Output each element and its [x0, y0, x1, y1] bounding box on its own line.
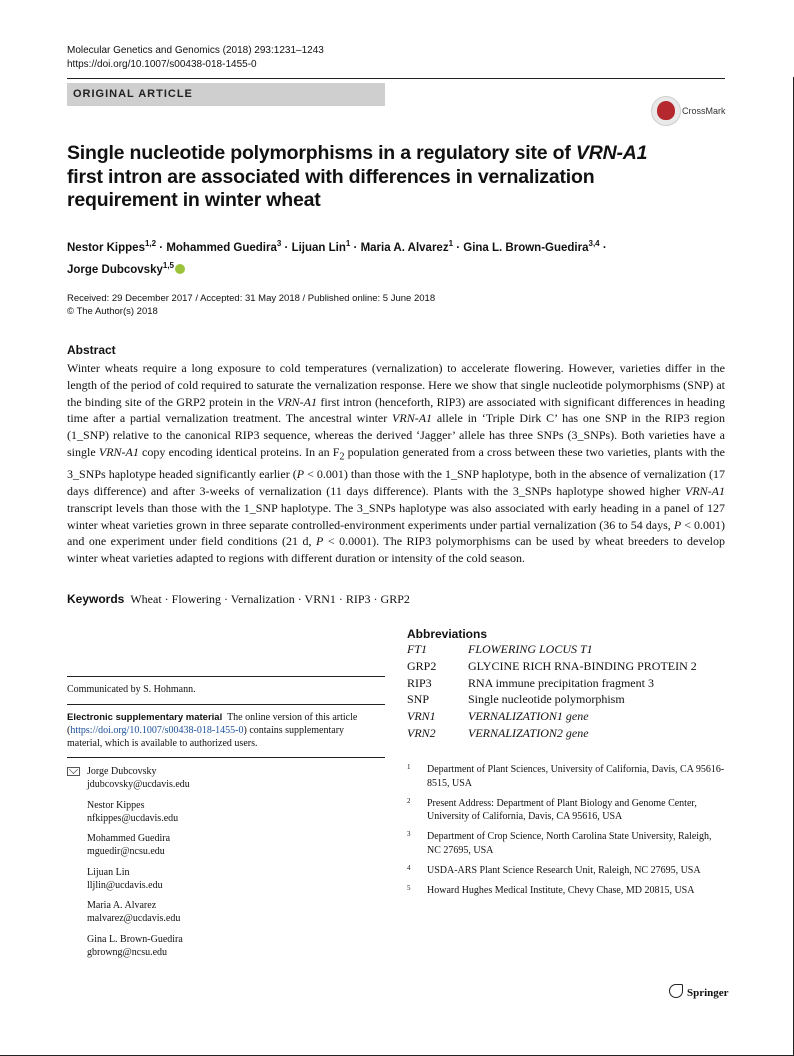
affil-text: Present Address: Department of Plant Biology and Genome Center, University of California, Davis, CA 95616, USA	[427, 797, 697, 822]
springer-horse-icon	[669, 984, 683, 998]
affil-text: USDA-ARS Plant Science Research Unit, Raleigh, NC 27695, USA	[427, 864, 701, 876]
publisher-name: Springer	[687, 987, 729, 999]
contact-name: Jorge Dubcovsky	[87, 766, 157, 777]
contact-email[interactable]: malvarez@ucdavis.edu	[87, 913, 181, 924]
abstract-seg: < 0.001) and one experiment under field conditions (21 d,	[67, 517, 726, 549]
publication-dates	[67, 292, 435, 318]
crossmark-icon	[651, 96, 681, 126]
p-value-symbol: P	[315, 534, 324, 549]
abbr-term: FT1	[407, 642, 428, 656]
abbreviation-row	[407, 659, 697, 676]
abbreviation-row	[407, 676, 697, 693]
p-value-symbol: P	[673, 517, 682, 532]
abstract-seg: first intron (henceforth, RIP3) are associated with significant differences in heading time after a partial vernalization treatment. The ancestral winter	[67, 394, 725, 426]
author[interactable]: Nestor Kippes	[67, 241, 145, 254]
abstract-seg: < 0.001) than those with the 1_SNP haplotype, both in the absence of vernalization (17 days difference) and after 3-weeks of vernalization (11 days difference). Plants with the 3_SNPs haplotype showed higher	[67, 467, 725, 498]
abbr-def: Single nucleotide polymorphism	[468, 692, 625, 707]
gene-name: VRN-A1	[277, 394, 317, 409]
contact-email[interactable]: lljlin@ucdavis.edu	[87, 879, 163, 891]
affiliation	[407, 884, 727, 898]
subscript: 2	[339, 451, 345, 463]
article-type-banner	[67, 83, 385, 106]
author-aff: 1	[345, 239, 351, 248]
affil-text: Howard Hughes Medical Institute, Chevy Chase, MD 20815, USA	[427, 884, 695, 896]
contact-name: Nestor Kippes	[87, 799, 145, 811]
footnote-rule	[67, 704, 385, 705]
keywords	[67, 592, 410, 607]
affiliation-list	[407, 763, 727, 904]
affil-num: 4	[407, 863, 411, 872]
title-gene: VRN-A1	[575, 142, 648, 164]
affil-num: 3	[407, 830, 411, 838]
affiliation	[407, 830, 727, 857]
abstract-heading: Abstract	[67, 343, 116, 357]
contact-item	[67, 765, 190, 791]
contact-email[interactable]: gbrowng@ncsu.edu	[87, 946, 168, 958]
abstract-seg: allele in ‘Triple Dirk C’ has one SNP in the RIP3 region (1_SNP) relative to the canonical RIP3 sequence, whereas the derived ‘Jagger’ allele has three SNPs (3_SNPs). Both varieties have a single	[67, 411, 726, 459]
abbreviation-row	[407, 726, 697, 743]
abbreviation-row	[407, 692, 697, 709]
publisher-logo	[669, 984, 729, 999]
esm-label: Electronic supplementary material	[67, 712, 223, 723]
contact-email[interactable]: nfkippes@ucdavis.edu	[87, 812, 179, 824]
esm-text: The online version of this article (	[67, 712, 358, 736]
article-title	[67, 142, 687, 213]
crossmark-badge[interactable]	[651, 96, 731, 126]
p-value-symbol: P	[296, 467, 305, 482]
affil-text: Department of Crop Science, North Carolina State University, Raleigh, NC 27695, USA	[427, 831, 712, 856]
contact-email[interactable]: mguedir@ncsu.edu	[87, 846, 165, 857]
contact-name: Gina L. Brown-Guedira	[87, 933, 183, 945]
abbr-def: VERNALIZATION1 gene	[468, 709, 589, 724]
article-type: ORIGINAL ARTICLE	[73, 88, 193, 100]
abstract-seg: Winter wheats require a long exposure to cold temperatures (vernalization) to accelerate flowering. However, varieties differ in the length of the period of cold required to saturate the vernalization response. Here we show that single nucleotide polymorphisms (SNP) at the binding site of the GRP2 protein in the	[67, 361, 725, 409]
author-aff: 1,5	[162, 260, 174, 270]
contact-item	[67, 832, 190, 858]
dates-line: Received: 29 December 2017 / Accepted: 31 May 2018 / Published online: 5 June 2018	[67, 293, 436, 304]
contact-item	[67, 866, 190, 892]
abbr-term: VRN2	[407, 725, 436, 740]
abbr-def: VERNALIZATION2 gene	[468, 725, 589, 740]
crossmark-label: CrossMark	[682, 106, 726, 116]
envelope-icon	[67, 767, 80, 776]
gene-name: VRN-A1	[98, 444, 139, 459]
abstract-seg: transcript levels than those with the 1_SNP haplotype. The 3_SNPs haplotype was also associated with early heading in a panel of 127 winter wheat varieties grown in three separate controlled-environment experiments under partial vernalization (36 to 54 days,	[67, 500, 725, 532]
affil-text: Department of Plant Sciences, University of California, Davis, CA 95616-8515, USA	[427, 764, 725, 789]
author-aff: 3	[276, 239, 282, 248]
title-part1: Single nucleotide polymorphisms in a regulatory site of	[67, 142, 576, 164]
author[interactable]: Jorge Dubcovsky	[67, 263, 163, 276]
author[interactable]: Mohammed Guedira	[166, 241, 277, 254]
contact-list	[67, 765, 190, 966]
copyright: © The Author(s) 2018	[67, 306, 158, 317]
contact-email[interactable]: jdubcovsky@ucdavis.edu	[87, 779, 190, 790]
journal-doi[interactable]: https://doi.org/10.1007/s00438-018-1455-0	[67, 59, 257, 70]
abstract-seg: population generated from a cross between these two varieties, plants with the 3_SNPs haplotype headed significantly earlier (	[67, 444, 725, 482]
abbr-term: GRP2	[407, 658, 437, 673]
abbreviation-row	[407, 709, 697, 726]
contact-item	[67, 899, 190, 925]
header-rule	[67, 78, 725, 79]
affil-num: 1	[407, 763, 411, 771]
abbr-term: RIP3	[407, 675, 432, 690]
orcid-icon[interactable]	[175, 264, 185, 274]
esm-link[interactable]: https://doi.org/10.1007/s00438-018-1455-0	[70, 725, 244, 736]
author[interactable]: Lijuan Lin	[291, 241, 346, 254]
author[interactable]: Maria A. Alvarez	[360, 241, 449, 254]
contact-name: Mohammed Guedira	[87, 833, 171, 844]
abstract-seg: < 0.0001). The RIP3 polymorphisms can be used by wheat breeders to develop winter wheat varieties adapted to regions with different duration or intensity of the cold season.	[67, 534, 725, 566]
esm-text: ) contains supplementary material, which is available to authorized users.	[67, 725, 345, 749]
contact-name: Maria A. Alvarez	[87, 900, 157, 911]
abstract-seg: copy encoding identical proteins. In an F	[138, 444, 340, 459]
abstract-text	[67, 360, 725, 567]
title-part2: first intron are associated with differences in vernalization requirement in winter wheat	[67, 165, 595, 211]
footnote-rule	[67, 676, 385, 677]
supplementary-note	[67, 711, 367, 750]
affiliation	[407, 797, 727, 824]
abbr-def: RNA immune precipitation fragment 3	[468, 675, 654, 690]
abbr-term: SNP	[407, 692, 430, 707]
abbreviations-heading: Abbreviations	[407, 627, 488, 641]
abbreviations-list	[407, 642, 697, 743]
author-aff: 1,2	[144, 239, 157, 248]
keywords-label: Keywords	[67, 592, 125, 606]
journal-header	[67, 44, 324, 72]
affiliation	[407, 864, 727, 878]
keywords-text: Wheat · Flowering · Vernalization · VRN1 · RIP3 · GRP2	[130, 592, 410, 606]
author-aff: 1	[448, 239, 454, 248]
abbreviation-row	[407, 642, 697, 659]
journal-citation: Molecular Genetics and Genomics (2018) 293:1231–1243	[67, 45, 324, 56]
gene-name: VRN-A1	[392, 411, 433, 426]
gene-name: VRN-A1	[685, 483, 725, 498]
author-aff: 3,4	[588, 239, 600, 248]
contact-name: Lijuan Lin	[87, 866, 130, 878]
affil-num: 2	[407, 796, 411, 805]
footnote-rule	[67, 757, 385, 758]
contact-item	[67, 933, 190, 959]
communicated-by: Communicated by S. Hohmann.	[67, 684, 196, 695]
author-list: Nestor Kippes$^{1,2}$ · Mohammed Guedira$^3$ · Lijuan Lin$^1$ · Maria A. Alvarez$^1$ · Gina L. Brown-Guedira$^{3,4}$ · Jorge Dubcovsky$^{1,5}$	[67, 239, 607, 276]
abbr-def: FLOWERING LOCUS T1	[468, 642, 593, 656]
abbr-def: GLYCINE RICH RNA-BINDING PROTEIN 2	[468, 658, 697, 673]
affil-num: 5	[407, 883, 411, 892]
affiliation	[407, 763, 727, 790]
author[interactable]: Gina L. Brown-Guedira	[463, 241, 589, 254]
contact-item	[67, 799, 190, 825]
abbr-term: VRN1	[407, 709, 436, 724]
